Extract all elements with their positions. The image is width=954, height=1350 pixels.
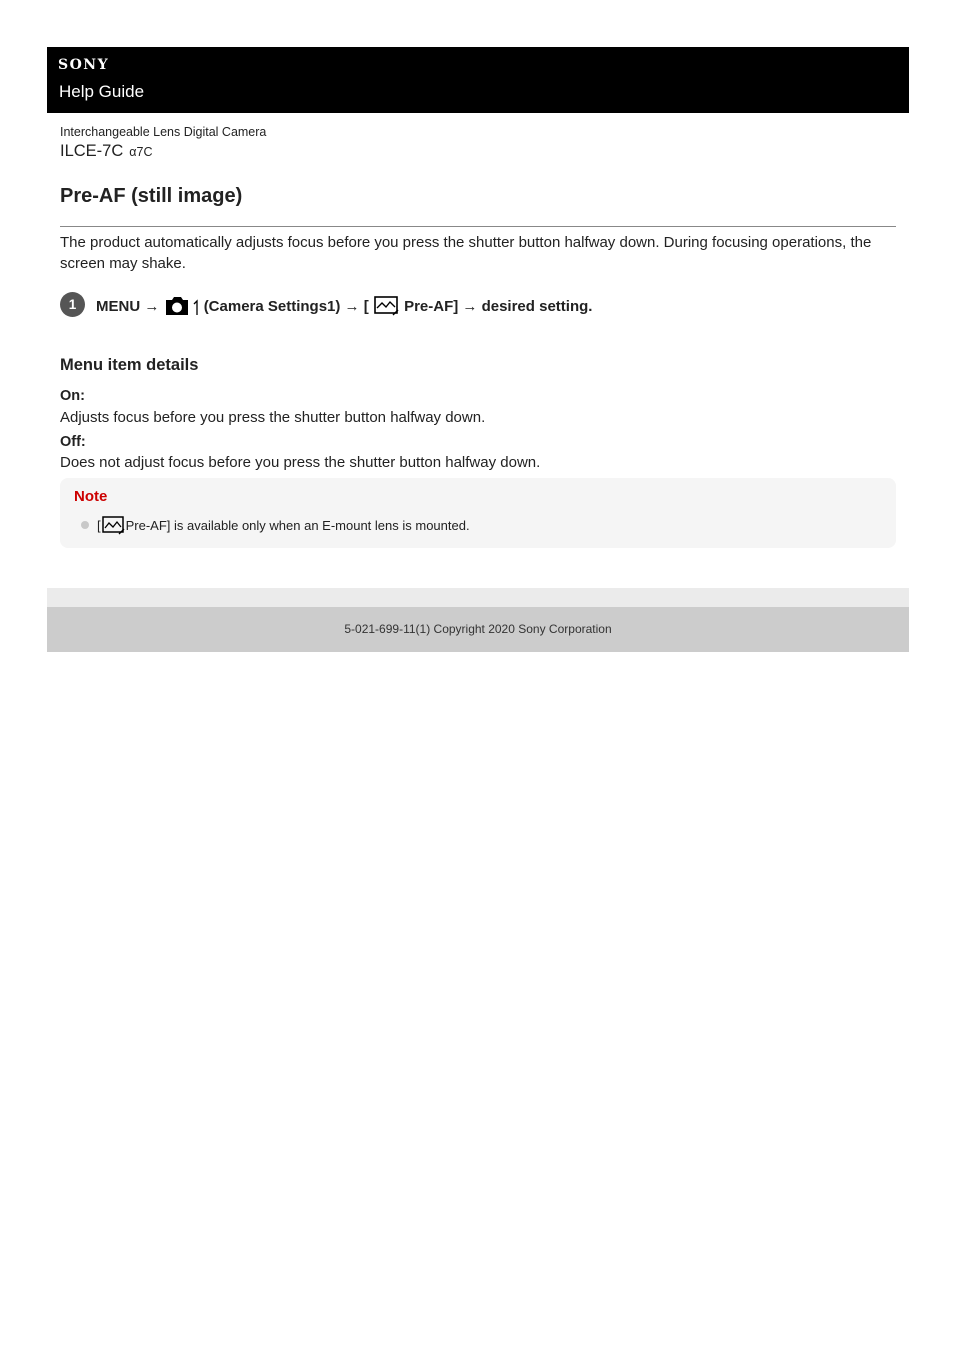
step-number-badge: 1	[60, 292, 85, 317]
bullet-icon	[81, 521, 89, 529]
pre-af-icon	[373, 294, 400, 322]
menu-item-details-heading: Menu item details	[60, 356, 199, 374]
footer	[47, 607, 909, 652]
pre-af-icon	[101, 515, 126, 540]
note-text	[97, 515, 470, 540]
title-divider	[60, 226, 896, 227]
step-camera-settings-text: (Camera Settings1) → [	[203, 298, 369, 315]
step-preaf-text: Pre-AF] → desired setting.	[404, 298, 593, 315]
camera-1-icon	[164, 294, 200, 322]
product-type: Interchangeable Lens Digital Camera	[60, 125, 267, 139]
intro-text: The product automatically adjusts focus before you press the shutter button halfway down. During focusing operations, the screen may shake.	[60, 234, 872, 272]
sony-logo: SONY	[58, 57, 110, 73]
help-guide-title[interactable]: Help Guide	[59, 82, 145, 101]
note-body: Pre-AF] is available only when an E-mount lens is mounted.	[125, 518, 470, 533]
model-name	[60, 142, 153, 161]
note-title: Note	[74, 488, 108, 505]
model-alpha: α7C	[129, 145, 153, 159]
header-bar	[47, 47, 909, 113]
note-bracket: [	[97, 518, 101, 533]
footer-separator	[47, 588, 909, 607]
copyright-text: 5-021-699-11(1) Copyright 2020 Sony Corporation	[344, 622, 612, 636]
option-on-label: On:	[60, 388, 85, 404]
option-off-description: Does not adjust focus before you press the shutter button halfway down.	[60, 454, 541, 471]
note-box	[60, 478, 896, 548]
step-instruction	[96, 294, 592, 322]
page-title: Pre-AF (still image)	[60, 185, 243, 207]
step-menu-text: MENU →	[96, 298, 160, 315]
model-number: ILCE-7C	[60, 142, 124, 160]
option-off-label: Off:	[60, 434, 86, 450]
option-on-description: Adjusts focus before you press the shutter button halfway down.	[60, 409, 486, 426]
